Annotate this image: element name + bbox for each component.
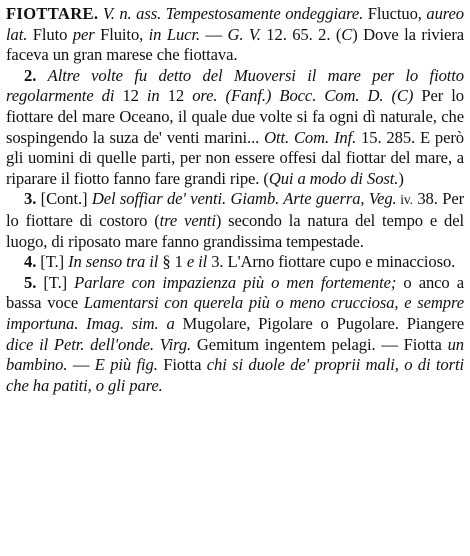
italic-run: in Lucr.	[148, 24, 201, 44]
sense-number: 4.	[24, 252, 41, 272]
italic-run: In senso tra il	[68, 252, 159, 272]
italic-run: V. n. ass. Tempestosamente ondeggiare.	[102, 4, 364, 23]
text-run: Fluito,	[94, 24, 149, 44]
sense-number: 5.	[24, 272, 44, 292]
text-run: [Cont.]	[40, 189, 92, 209]
text-run: Gemitum ingentem pelagi. — Fiotta	[191, 334, 448, 354]
italic-run: un bambino.	[6, 334, 465, 375]
text-run: 15. 285. E però gli uomini di quelle parti, per non essere offesi dal fiottar del mare, a riparare il fiotto fanno fare grandi ripe. (	[6, 127, 465, 188]
italic-run: Lamentarsi con querela più o meno crucciosa, e sempre importuna. Imag. sim. a	[6, 293, 464, 333]
italic-run: per	[72, 24, 95, 44]
text-run: [T.]	[43, 272, 75, 292]
text-run: Mugolare, Pigolare o Pugolare. Piangere	[174, 313, 464, 333]
paragraph-sense-5	[6, 273, 464, 397]
sense-number: 3.	[24, 189, 41, 209]
paragraph-sense-4	[6, 252, 464, 273]
text-run: —	[67, 355, 95, 375]
text-run: 38. Per lo fiottare di costoro (	[6, 189, 465, 230]
italic-run: Altre volte fu detto del Muoversi il mare per lo fiotto regolarmente di	[6, 65, 464, 106]
headword: FIOTTARE.	[6, 4, 99, 23]
text-run: 3. L'Arno fiottare cupo e minaccioso.	[207, 252, 456, 272]
italic-run: Ott. Com. Inf.	[264, 127, 357, 147]
text-run: —	[200, 24, 228, 44]
italic-run: G. V.	[227, 24, 261, 44]
paragraph-definition-main	[6, 4, 464, 66]
italic-run: in	[146, 86, 160, 106]
paragraph-sense-3	[6, 189, 464, 252]
italic-run: chi si duole de' proprii mali, o di torti che ha patiti, o gli pare.	[6, 355, 465, 395]
italic-run: E più fig.	[94, 355, 158, 375]
italic-run: ore. (Fanf.) Bocc. Com. D. (C)	[192, 86, 414, 106]
text-run: 12. 65. 2. (	[260, 24, 342, 44]
sense-number: 2.	[24, 65, 48, 85]
text-run: ) Dove la riviera faceva un gran marese che fiottava.	[6, 24, 465, 65]
italic-run: tre venti	[159, 210, 216, 230]
italic-run: e il	[186, 252, 208, 272]
text-run: 12	[159, 86, 193, 106]
text-run: § 1	[158, 252, 187, 272]
italic-run: dice il Petr. dell'onde. Virg.	[6, 334, 192, 354]
text-run: Fluto	[27, 24, 73, 44]
text-run: Per lo fiottare del mare Oceano, il quale due volte si fa ogni dì naturale, che sospingendo la suza de' venti marini...	[6, 86, 464, 147]
italic-run: C	[341, 24, 353, 44]
text-run: Fluctuo,	[363, 4, 427, 23]
text-run: Fiotta	[157, 355, 207, 375]
italic-run: Del soffiar de' venti. Giamb. Arte guerra, Veg.	[91, 189, 397, 209]
dictionary-entry	[6, 4, 464, 396]
italic-run: Qui a modo di Sost.	[268, 168, 399, 188]
text-run: )	[398, 168, 404, 188]
text-run: o anco a bassa voce	[6, 272, 464, 313]
text-run: 12	[114, 86, 147, 106]
text-run: ) secondo la natura del tempo e del luogo, di riposato mare fanno grandissima tempestade.	[6, 210, 464, 251]
italic-run: aureo lat.	[6, 4, 464, 44]
text-run: [T.]	[40, 252, 69, 272]
paragraph-sense-2	[6, 66, 464, 190]
italic-run: Parlare con impazienza più o men fortemente;	[74, 272, 397, 292]
text-run: iv.	[396, 192, 413, 208]
